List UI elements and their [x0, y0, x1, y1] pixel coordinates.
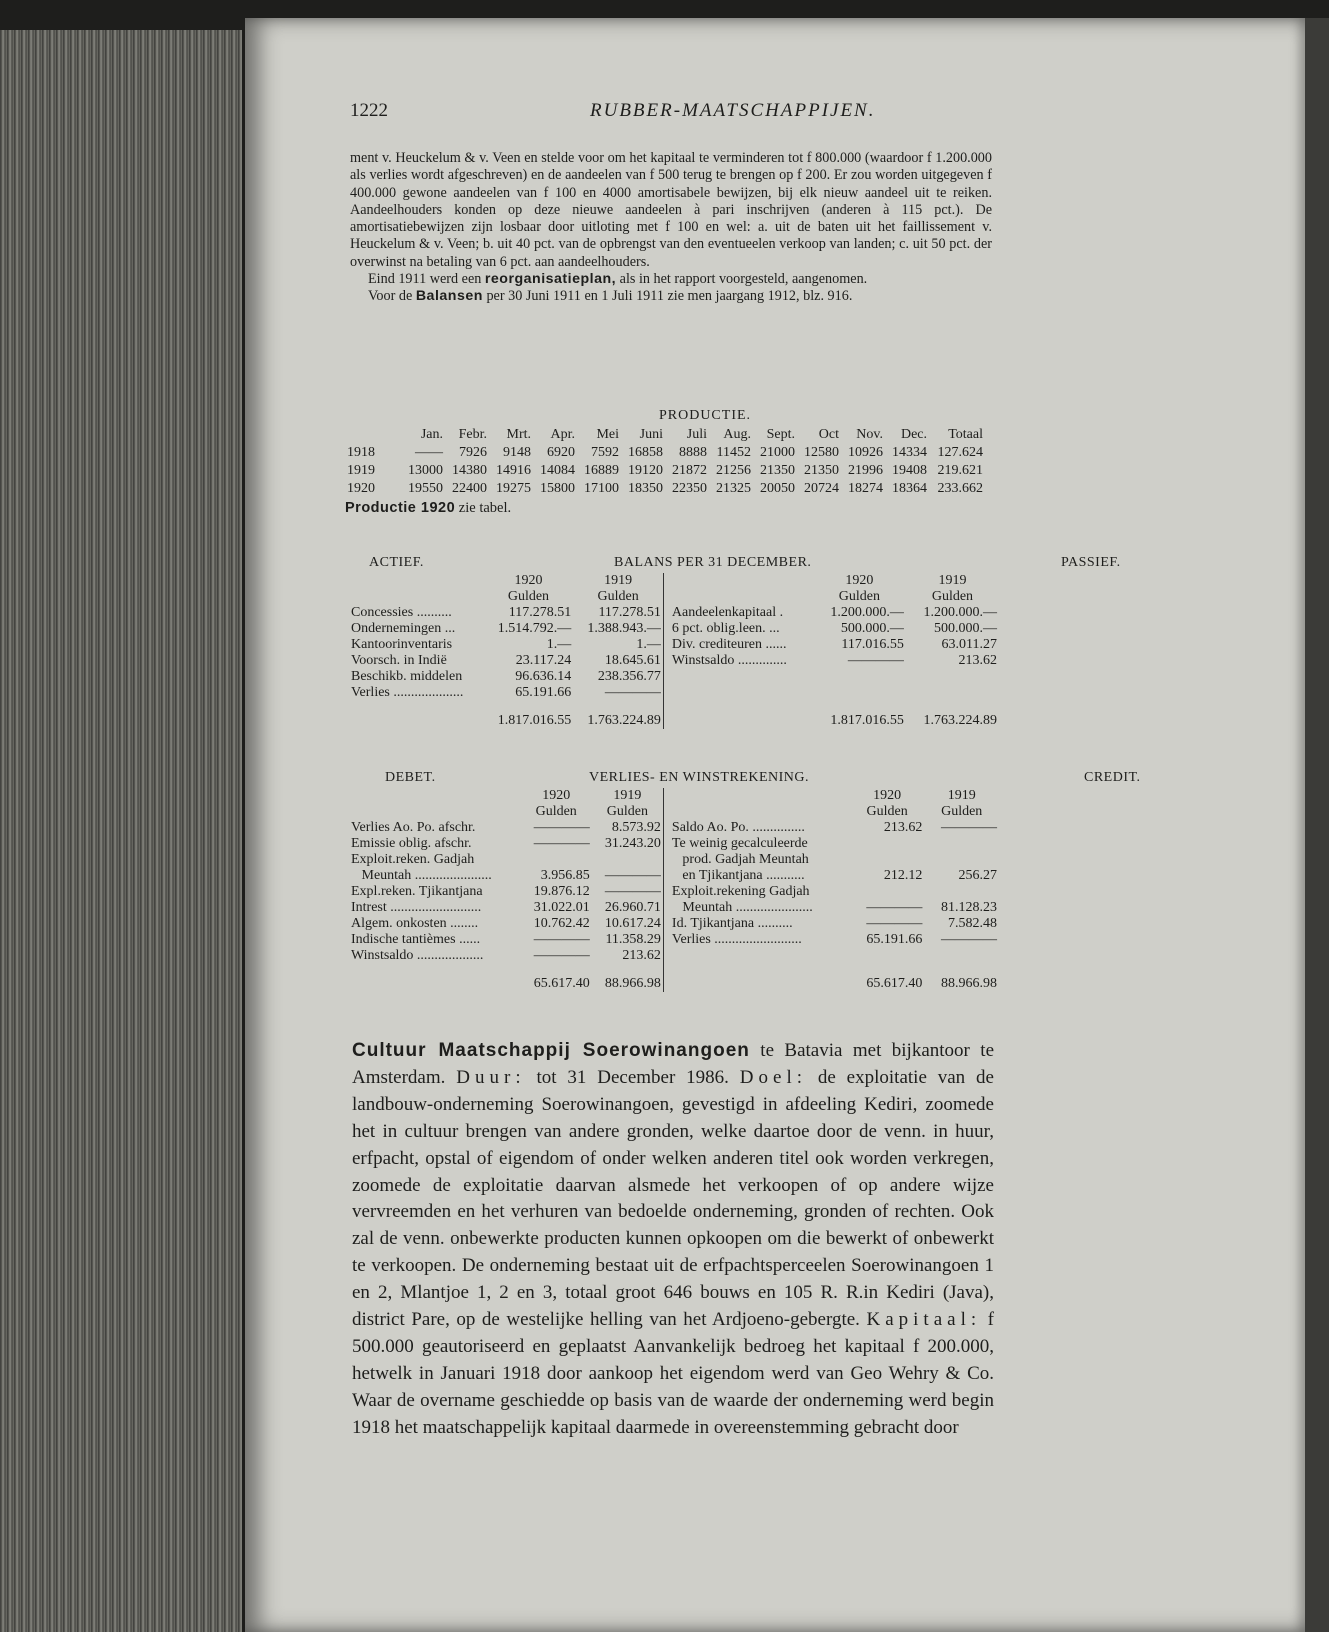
reorganisatieplan-term: reorganisatieplan, [484, 271, 617, 288]
actief-row [349, 605, 663, 621]
company-description [352, 1038, 994, 1442]
debet-row-label: Indische tantièmes ...... [351, 932, 481, 947]
debet-row [349, 948, 663, 964]
passief-row-label: 6 pct. oblig.leen. ... [671, 621, 780, 636]
debet-row-label: Verlies Ao. Po. afschr. [351, 820, 476, 835]
passief-row [670, 621, 999, 637]
productie-year-header [345, 426, 401, 444]
credit-row [670, 852, 999, 868]
passief-unit-a: Gulden [838, 589, 880, 604]
company-text-2: tot 31 December 1986. [525, 1066, 740, 1088]
credit-row [670, 868, 999, 884]
credit-row-label: Saldo Ao. Po. ............... [671, 820, 805, 835]
debet-total-a: 65.617.40 [533, 976, 590, 991]
doel-label: Doel: [739, 1066, 808, 1088]
actief-row [349, 669, 663, 685]
passief-row-label: Aandeelenkapitaal . [671, 605, 784, 620]
productie-value: 22350 [672, 481, 707, 496]
actief-row-value-a: 1.— [546, 637, 572, 652]
actief-row-label: Kantoorinventaris [351, 637, 453, 652]
productie-value: 16889 [584, 463, 619, 478]
passief-row-value-a: 500.000.— [840, 621, 904, 636]
actief-row-value-b: ———— [604, 685, 661, 700]
actief-total-a: 1.817.016.55 [497, 713, 572, 728]
productie-month-header: Dec. [900, 427, 927, 442]
vw-heads [349, 770, 1141, 788]
productie-value: 8888 [679, 445, 707, 460]
debet-row-value-b: 31.243.20 [604, 836, 661, 851]
productie-value: 21350 [804, 463, 839, 478]
debet-row-label: Algem. onkosten ........ [351, 916, 479, 931]
debet-unit-b: Gulden [606, 804, 648, 819]
actief-row-label: Ondernemingen ... [351, 621, 456, 636]
debet-row-value-b [592, 852, 663, 868]
actief-row-value-a: 117.278.51 [508, 605, 572, 620]
actief-row-value-b: 117.278.51 [598, 605, 661, 620]
productie-value: 21256 [716, 463, 751, 478]
productie-value: 11452 [716, 445, 751, 460]
productie-header-row [345, 426, 985, 444]
productie-value: 14916 [496, 463, 531, 478]
actief-row-value-b: 1.— [636, 637, 661, 652]
passief-year-b: 1919 [938, 573, 967, 588]
credit-rows [670, 820, 999, 948]
credit-row-value-a: 213.62 [883, 820, 923, 835]
productie-section [345, 408, 1005, 517]
book-page-edges [0, 30, 245, 1632]
passief-row-value-b: 500.000.— [934, 621, 997, 636]
productie-title: PRODUCTIE. [658, 408, 752, 423]
productie-value: 21996 [848, 463, 883, 478]
passief-row-value-a: 1.200.000.— [830, 605, 904, 620]
page-number: 1222 [350, 100, 388, 121]
actief-column [349, 573, 664, 729]
productie-note [345, 500, 1005, 517]
debet-row-value-a: 10.762.42 [533, 916, 590, 931]
credit-row-value-b [924, 884, 999, 900]
productie-1920-term: Productie 1920 [345, 500, 456, 516]
debet-row-value-a: 31.022.01 [533, 900, 590, 915]
productie-month-header: Mrt. [506, 427, 531, 442]
productie-value: 18350 [628, 481, 663, 496]
productie-value: 12580 [804, 445, 839, 460]
productie-value: 14334 [892, 445, 927, 460]
credit-row [670, 884, 999, 900]
productie-month-header: Mei [596, 427, 619, 442]
actief-heading: ACTIEF. [369, 555, 424, 570]
debet-row [349, 884, 663, 900]
productie-row [345, 444, 985, 462]
passief-row-value-a: 117.016.55 [841, 637, 904, 652]
credit-unit-a: Gulden [866, 804, 908, 819]
credit-row-label: Id. Tjikantjana .......... [671, 916, 793, 931]
actief-row-label: Concessies .......... [351, 605, 452, 620]
passief-row-value-b: 1.200.000.— [923, 605, 997, 620]
actief-row-value-b: 238.356.77 [597, 669, 661, 684]
debet-row-label: Exploit.reken. Gadjah [351, 852, 475, 867]
productie-value: 219.621 [937, 463, 983, 478]
passief-total-b: 1.763.224.89 [923, 713, 997, 728]
productie-value: 14084 [540, 463, 575, 478]
credit-row-value-a: ———— [866, 900, 923, 915]
debet-row-label: Emissie oblig. afschr. [351, 836, 472, 851]
balans-section [349, 555, 1121, 729]
credit-row-value-b: ———— [941, 932, 997, 947]
productie-year: 1920 [347, 481, 375, 496]
actief-row-value-a: 65.191.66 [515, 685, 572, 700]
actief-row [349, 637, 663, 653]
verlies-winst-section [349, 770, 1141, 992]
debet-row-label: Meuntah ...................... [351, 868, 492, 883]
debet-heading: DEBET. [385, 770, 436, 785]
productie-note-rest: zie tabel. [455, 500, 512, 516]
credit-row-label: Te weinig gecalculeerde [671, 836, 808, 851]
productie-value: 127.624 [937, 445, 983, 460]
productie-value: 21350 [760, 463, 795, 478]
debet-row-value-b: 10.617.24 [604, 916, 661, 931]
productie-value: 17100 [584, 481, 619, 496]
actief-row-value-b: 1.388.943.— [587, 621, 661, 636]
productie-value: 22400 [452, 481, 487, 496]
productie-month-header: Febr. [458, 427, 487, 442]
debet-row-value-a: 19.876.12 [533, 884, 590, 899]
debet-row-value-a [521, 852, 592, 868]
debet-row-value-b: 26.960.71 [604, 900, 661, 915]
balans-heads [349, 555, 1121, 573]
vw-columns [349, 788, 999, 992]
passief-total-a: 1.817.016.55 [830, 713, 904, 728]
passief-row [670, 637, 999, 653]
actief-total-b: 1.763.224.89 [587, 713, 661, 728]
company-text-4: f 500.000 geautoriseerd en geplaatst Aanvankelijk bedroeg het kapitaal f 200.000, hetwelk in Januari 1918 door aankoop het eigendom werd van Geo Wehry & Co. Waar de overname geschiedde op basis van de waarde der onderneming werd begin 1918 het maatschappelijk kapitaal daarmede in overeenstemming gebracht door [352, 1309, 995, 1438]
credit-row-value-a [850, 884, 925, 900]
p2-pre: Eind 1911 werd een [368, 271, 485, 288]
credit-column [664, 788, 999, 992]
running-header [350, 100, 990, 126]
passief-row-label: Winstsaldo .............. [671, 653, 787, 668]
productie-value: 20050 [760, 481, 795, 496]
debet-row [349, 900, 663, 916]
intro-paragraph-2 [350, 271, 992, 288]
actief-rows [349, 605, 663, 701]
credit-row-value-b: ———— [941, 820, 997, 835]
debet-row-value-a: ———— [533, 948, 590, 963]
credit-row-value-a: 212.12 [883, 868, 923, 883]
productie-value: 18364 [892, 481, 927, 496]
credit-row-value-b: 81.128.23 [941, 900, 997, 915]
productie-month-header: Oct [818, 427, 839, 442]
credit-row-label: en Tjikantjana ........... [671, 868, 805, 883]
credit-row-label: Meuntah ...................... [671, 900, 813, 915]
productie-value: 15800 [540, 481, 575, 496]
actief-row-value-a: 1.514.792.— [497, 621, 572, 636]
passief-unit-b: Gulden [931, 589, 974, 604]
productie-value: 9148 [503, 445, 531, 460]
productie-year: 1918 [347, 445, 375, 460]
productie-month-header: Jan. [420, 427, 443, 442]
productie-month-header: Juni [639, 427, 663, 442]
productie-value: 21325 [716, 481, 751, 496]
passief-row-value-b: 213.62 [958, 653, 997, 668]
debet-year-b: 1919 [613, 788, 642, 803]
debet-row-value-b: 213.62 [622, 948, 661, 963]
productie-value: 14380 [452, 463, 487, 478]
debet-row [349, 916, 663, 932]
p3-pre: Voor de [368, 288, 416, 305]
productie-value: 21872 [672, 463, 707, 478]
productie-value: 233.662 [937, 481, 983, 496]
balans-columns [349, 573, 999, 729]
productie-month-header: Juli [686, 427, 707, 442]
debet-year-a: 1920 [542, 788, 571, 803]
credit-row [670, 916, 999, 932]
actief-unit-a: Gulden [507, 589, 550, 604]
debet-row [349, 868, 663, 884]
productie-month-header: Totaal [948, 427, 983, 442]
actief-year-a: 1920 [514, 573, 543, 588]
credit-year-b: 1919 [947, 788, 976, 803]
passief-year-a: 1920 [845, 573, 874, 588]
duur-label: Duur: [456, 1066, 526, 1088]
credit-row [670, 820, 999, 836]
intro-paragraph-1: ment v. Heuckelum & v. Veen en stelde voor om het kapitaal te verminderen tot f 800.000 (waardoor f 1.200.000 als verlies wordt afgeschreven) en de aandeelen van f 500 terug te brengen op f 200. Er zou worden uitgegeven f 400.000 gewone aandeelen van f 100 en 4000 amortisabele bewijzen, bij elk nieuw aandeel uit te reiken. Aandeelhouders konden op deze nieuwe aandeelen à pari inschrijven (anderen à 115 pct.). De amortisatiebewijzen zijn losbaar door uitloting met f 100 en wel: a. uit de baten uit het faillissement v. Heuckelum & v. Veen; b. uit 40 pct. van de opbrengst van den eventueelen verkoop van landen; c. uit 50 pct. der overwinst na betaling van 6 pct. aan aandeelhouders. [350, 150, 992, 270]
debet-row-value-b: ———— [604, 884, 661, 899]
credit-row [670, 900, 999, 916]
actief-row-value-a: 23.117.24 [515, 653, 572, 668]
passief-heading: PASSIEF. [1061, 555, 1121, 570]
credit-row-value-b [924, 836, 999, 852]
running-title: RUBBER-MAATSCHAPPIJEN. [590, 100, 876, 121]
actief-row [349, 653, 663, 669]
credit-row-value-a [850, 836, 925, 852]
credit-row-label: Exploit.rekening Gadjah [671, 884, 810, 899]
productie-value: 21000 [760, 445, 795, 460]
debet-row-value-a: 3.956.85 [540, 868, 590, 883]
debet-row [349, 852, 663, 868]
debet-row-label: Intrest .......................... [351, 900, 482, 915]
actief-row-value-b: 18.645.61 [604, 653, 661, 668]
balans-title: BALANS PER 31 DECEMBER. [614, 555, 812, 570]
debet-row-label: Expl.reken. Tjikantjana [351, 884, 483, 899]
credit-year-a: 1920 [873, 788, 902, 803]
credit-row [670, 836, 999, 852]
debet-rows [349, 820, 663, 964]
productie-month-header: Nov. [856, 427, 883, 442]
debet-total-b: 88.966.98 [604, 976, 661, 991]
productie-value: —— [415, 445, 443, 460]
credit-row-value-b: 7.582.48 [948, 916, 997, 931]
actief-unit-b: Gulden [597, 589, 639, 604]
debet-row-value-b: 8.573.92 [611, 820, 661, 835]
passief-row [670, 605, 999, 621]
actief-row-label: Verlies .................... [351, 685, 464, 700]
productie-year: 1919 [347, 463, 375, 478]
credit-total-b: 88.966.98 [941, 976, 997, 991]
book-right-edge [1305, 18, 1329, 1632]
credit-row-label: prod. Gadjah Meuntah [671, 852, 809, 867]
actief-row-label: Beschikb. middelen [351, 669, 463, 684]
company-text-3: de exploitatie van de landbouw-onderneming Soerowinangoen, gevestigd in afdeeling Kediri, zoomede het in cultuur brengen van andere gronden, welke daartoe door de venn. in huur, erfpacht, opstal of eigendom of onder welken anderen titel ook worden verkregen, zoomede de exploitatie daarvan alsmede het verkoopen of op andere wijze vervreemden en het verhuren van bedoelde onderneming, gronden of rechten. Ook zal de venn. onbewerkte producten kunnen opkoopen om die bewerkt of onbewerkt te verkoopen. De onderneming bestaat uit de erfpachtsperceelen Soerowinangoen 1 en 2, Mlantjoe 1, 2 en 3, totaal groot 646 bouws en 105 R. R.in Kediri (Java), district Pare, op de westelijke helling van het Ardjoeno-gebergte. [352, 1066, 994, 1331]
intro-paragraph-3 [350, 288, 992, 305]
actief-row-value-a: 96.636.14 [515, 669, 572, 684]
productie-value: 19275 [496, 481, 531, 496]
passief-row-label: Div. crediteuren ...... [671, 637, 787, 652]
productie-value: 19120 [628, 463, 663, 478]
credit-total-a: 65.617.40 [866, 976, 923, 991]
productie-value: 18274 [848, 481, 883, 496]
productie-value: 19408 [892, 463, 927, 478]
productie-month-header: Aug. [723, 427, 751, 442]
productie-value: 20724 [804, 481, 839, 496]
credit-row-value-b: 256.27 [958, 868, 997, 883]
debet-row-value-b: 11.358.29 [605, 932, 661, 947]
productie-value: 19550 [408, 481, 443, 496]
actief-row-label: Voorsch. in Indië [351, 653, 447, 668]
debet-row-value-a: ———— [533, 836, 590, 851]
debet-row [349, 820, 663, 836]
p3-post: per 30 Juni 1911 en 1 Juli 1911 zie men jaargang 1912, blz. 916. [482, 288, 853, 305]
passief-row-value-a: ———— [847, 653, 904, 668]
productie-value: 10926 [848, 445, 883, 460]
actief-year-b: 1919 [604, 573, 633, 588]
productie-value: 7592 [591, 445, 619, 460]
credit-row [670, 932, 999, 948]
productie-table [345, 426, 985, 498]
productie-value: 16858 [628, 445, 663, 460]
productie-body [345, 444, 985, 498]
balansen-term: Balansen [415, 288, 483, 305]
debet-row-value-a: ———— [533, 932, 590, 947]
debet-row [349, 836, 663, 852]
debet-row-label: Winstsaldo ................... [351, 948, 484, 963]
passief-row [670, 653, 999, 669]
credit-row-value-b [924, 852, 999, 868]
credit-row-value-a [850, 852, 925, 868]
company-name: Cultuur Maatschappij Soerowinangoen [352, 1040, 750, 1061]
debet-row-value-a: ———— [533, 820, 590, 835]
vw-title: VERLIES- EN WINSTREKENING. [589, 770, 809, 785]
actief-row [349, 621, 663, 637]
debet-unit-a: Gulden [535, 804, 577, 819]
debet-column [349, 788, 664, 992]
p2-post: als in het rapport voorgesteld, aangenomen. [616, 271, 868, 288]
credit-row-label: Verlies ......................... [671, 932, 802, 947]
passief-row-value-b: 63.011.27 [941, 637, 997, 652]
credit-row-value-a: 65.191.66 [866, 932, 923, 947]
productie-row [345, 462, 985, 480]
intro-text [350, 150, 992, 306]
productie-value: 7926 [459, 445, 487, 460]
credit-row-value-a: ———— [866, 916, 923, 931]
passief-rows [670, 605, 999, 669]
kapitaal-label: Kapitaal: [866, 1309, 982, 1331]
credit-heading: CREDIT. [1084, 770, 1141, 785]
company-text-1: te Batavia met bijkantoor te Amsterdam. [352, 1040, 995, 1088]
credit-unit-b: Gulden [941, 804, 983, 819]
debet-row-value-b: ———— [604, 868, 661, 883]
productie-month-header: Apr. [550, 427, 575, 442]
productie-row [345, 480, 985, 498]
passief-column [664, 573, 999, 729]
productie-month-header: Sept. [766, 427, 795, 442]
debet-row [349, 932, 663, 948]
actief-row [349, 685, 663, 701]
productie-value: 6920 [547, 445, 575, 460]
productie-value: 13000 [408, 463, 443, 478]
